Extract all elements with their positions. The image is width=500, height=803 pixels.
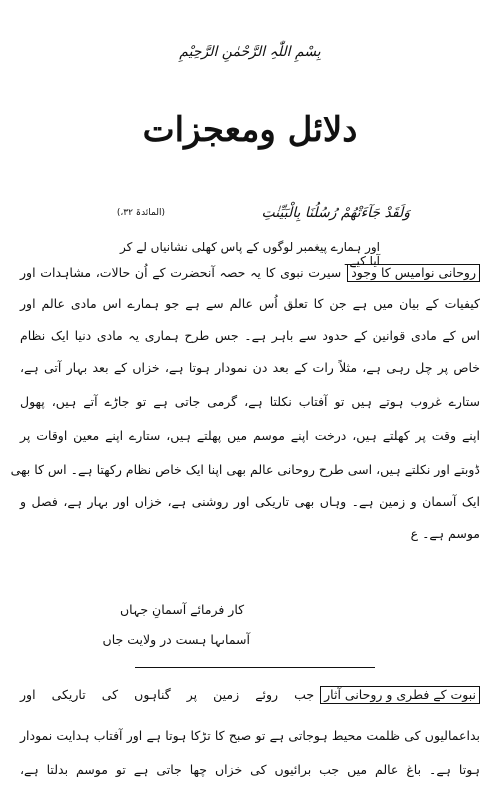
paragraph-line: کیفیات کے بیان میں ہے جن کا تعلق اُس عالم سے ہے جو ہمارے اس مادی عالم اور — [20, 296, 480, 311]
paragraph-line: ہوتا ہے۔ باغ عالم میں جب برائیوں کی خزاں چھا جاتی ہے تو موسم بدلتا ہے، — [20, 762, 480, 777]
paragraph-line: ستارے غروب ہوتے ہیں تو آفتاب نکلتا ہے، گرمی جاتی ہے تو جاڑے آتے ہیں، پھول — [20, 394, 480, 409]
verse-translation: اور ہمارے پیغمبر لوگوں کے پاس کھلی نشانیاں لے کر آیا کیے۔ — [120, 240, 380, 268]
chapter-title: دلائل ومعجزات — [142, 110, 358, 150]
couplet-verse-left: کار فرمائے آسمانِ جہاں — [120, 602, 245, 617]
paragraph-line: اپنے وقت پر کھلتے ہیں، درخت اپنے موسم میں پھلتے ہیں، ستارے اپنے معین اوقات پر — [20, 428, 480, 443]
paragraph-line: موسم ہے۔ ع — [410, 526, 480, 541]
paragraph-line: اس کے مادی قوانین کے حدود سے باہر ہے۔ جس طرح ہماری یہ مادی دنیا ایک نظام — [20, 328, 480, 343]
couplet-verse-right: آسماںہا ہست در ولایت جاں — [102, 632, 250, 647]
couplet-underline — [135, 667, 375, 668]
quran-verse: وَلَقَدْ جَآءَتْهُمْ رُسُلُنَا بِالْبَيِّنٰتِ — [261, 205, 410, 221]
paragraph-line: خاص پر چل رہی ہے، مثلاً رات کے بعد دن نمودار ہوتا ہے، خزاں کے بعد بہار آتی ہے، — [20, 360, 480, 375]
paragraph-text: جب روئے زمین پر گناہوں کی تاریکی اور — [20, 687, 315, 702]
paragraph-line: ڈوبتے اور نکلتے ہیں، اسی طرح روحانی عالم بھی اپنا ایک خاص نظام رکھتا ہے۔ اس کا بھی — [10, 462, 480, 477]
paragraph-line — [20, 264, 480, 282]
paragraph-line — [20, 686, 480, 704]
paragraph-text: سیرت نبوی کا یہ حصہ آنحضرت کے اُن حالات، مشاہدات اور — [20, 265, 342, 280]
bismillah: بِسْمِ اللّٰہِ الرَّحْمٰنِ الرَّحِیْمِ — [179, 44, 321, 60]
paragraph-line: بداعمالیوں کی ظلمت محیط ہوجاتی ہے تو صبح کا تڑکا ہوتا ہے اور آفتاب ہدایت نمودار — [20, 728, 480, 743]
verse-reference: (المائدۃ ۳۲،) — [116, 208, 165, 218]
paragraph-line: ایک آسمان و زمین ہے۔ وہاں بھی تاریکی اور روشنی ہے، خزاں اور بہار ہے، فصل و — [20, 494, 480, 509]
section-heading: نبوت کے فطری و روحانی آثار — [320, 686, 480, 704]
section-heading: روحانی نوامیس کا وجود — [347, 264, 480, 282]
